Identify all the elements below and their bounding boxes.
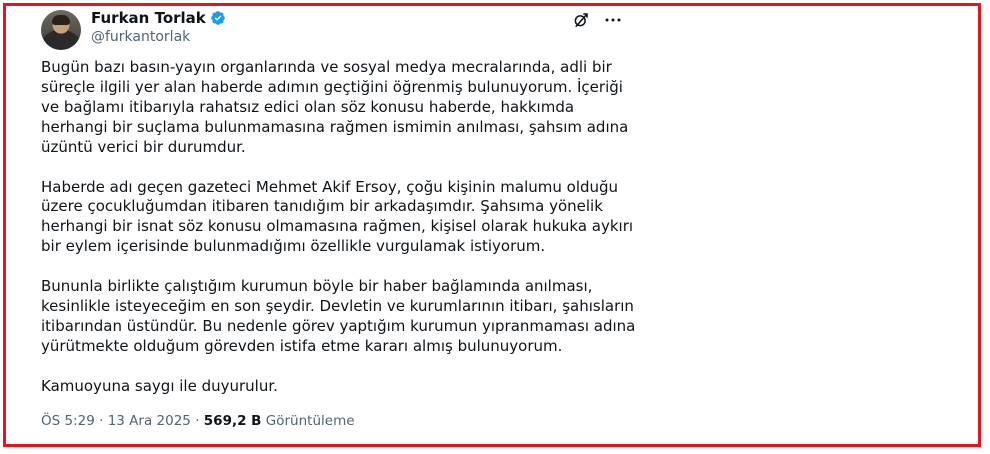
tweet-paragraph: Bununla birlikte çalıştığım kurumun böyle bir haber bağlamında anılması, kesinlikle isteyeceğim en son şeydir. Devletin ve kurumlarının itibarı, şahısların itibarından üstündür. Bu nedenle görev yaptığım kurumun yıpranmaması adına yürütmekte olduğum görevden istifa etme kararı almış bulunuyorum. <box>41 277 636 355</box>
tweet-paragraph: Kamuoyuna saygı ile duyurulur. <box>41 376 278 395</box>
views-count: 569,2 B <box>203 412 262 429</box>
views-label: Görüntüleme <box>265 412 355 429</box>
verified-badge-icon <box>210 10 226 26</box>
author-name-row <box>91 9 226 27</box>
tweet-time[interactable]: ÖS 5:29 <box>41 412 95 429</box>
author-name[interactable]: Furkan Torlak <box>91 9 206 27</box>
tweet-header <box>41 8 636 48</box>
tweet-date[interactable]: 13 Ara 2025 <box>107 412 191 429</box>
tweet-paragraph: Haberde adı geçen gazeteci Mehmet Akif Ersoy, çoğu kişinin malumu olduğu üzere çocukluğumdan itibaren tanıdığım bir arkadaşımdır. Şahsıma yönelik herhangi bir isnat söz konusu olmamasına rağmen, kişisel olarak hukuka aykırı bir eylem içerisinde bulunmadığımı özellikle vurgulamak istiyorum. <box>41 177 634 256</box>
tweet-text <box>41 58 636 397</box>
meta-separator: · <box>99 412 104 429</box>
tweet-paragraph: Bugün bazı basın-yayın organlarında ve sosyal medya mecralarında, adli bir süreçle ilgili yer alan haberde adımın geçtiğini öğrenmiş bulunuyorum. İçeriği ve bağlamı itibarıyla rahatsız edici olan söz konusu haberde, hakkımda herhangi bir suçlama bulunmamasına rağmen ismimin anılması, şahsım adına üzüntü verici bir durumdur. <box>41 58 629 156</box>
tweet-meta <box>41 413 636 429</box>
tweet-actions <box>572 11 622 29</box>
tweet-card <box>41 8 636 429</box>
author-handle[interactable]: @furkantorlak <box>91 29 191 45</box>
grok-icon[interactable] <box>572 11 590 29</box>
meta-separator: · <box>195 412 200 429</box>
avatar[interactable] <box>41 10 81 50</box>
more-options-icon[interactable] <box>604 11 622 29</box>
